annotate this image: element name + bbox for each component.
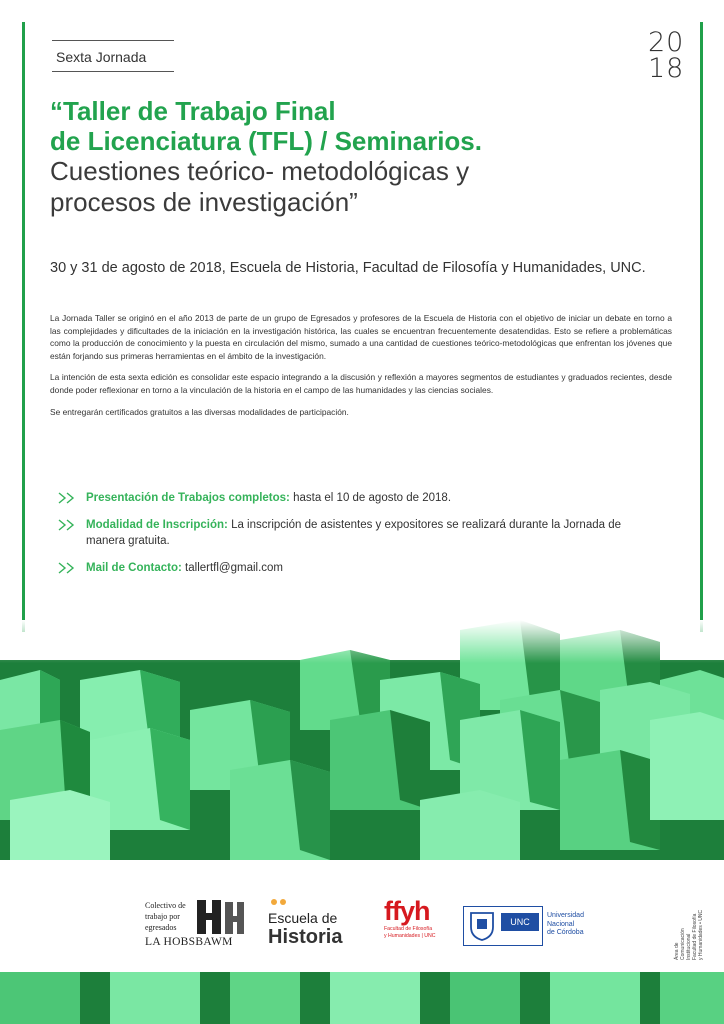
title-line-3: Cuestiones teórico- metodológicas y [50,156,470,186]
unc-logo [463,906,591,946]
escuela-historia-line-1: Escuela de [268,910,338,926]
info-label: Presentación de Trabajos completos: [86,492,290,504]
shield-icon [469,911,495,941]
green-blocks-photo [0,620,724,860]
contact-email-link[interactable]: tallertfl@gmail.com [185,562,283,574]
event-dateline: 30 y 31 de agosto de 2018, Escuela de Historia, Facultad de Filosofía y Humanidades, UNC. [50,260,646,276]
comunicacion-institucional-text [674,888,714,960]
green-blocks-photo-bottom [0,972,724,1024]
kicker-block [52,40,174,72]
hobsbawm-logo [145,898,255,950]
sec-line-2: Comunicación [680,928,686,960]
escuela-historia-line-2: Historia [268,926,343,948]
info-list [58,490,658,587]
year-bottom: 18 [648,53,685,84]
hobsbawm-tagline-line-1: Colectivo de [145,901,186,910]
left-accent-rule [22,22,25,632]
ffyh-wordmark: ffyh [384,896,430,926]
year-top: 20 [648,27,685,58]
sponsor-logos [0,862,724,970]
info-label: Modalidad de Inscripción: [86,519,228,531]
info-item-submission [58,490,658,506]
sec-line-1: Área de [674,942,680,960]
comunicacion-institucional-logo [674,888,714,960]
description-paragraph-2: La intención de esta sexta edición es consolidar este espacio integrando a la discusión y reflexión a mayores segmentos de estudiantes y graduados recientes, desde donde poder reflexionar en torno a la vinculación de la historia en el campo de las humanidades y las ciencias sociales. [50,372,672,395]
hobsbawm-tagline-line-2: trabajo por [145,912,180,921]
hobsbawm-tagline [145,900,186,933]
title-line-2: de Licenciatura (TFL) / Seminarios. [50,126,482,156]
year-mark [648,27,685,84]
kicker-bottom-line [52,71,174,72]
unc-name-line-1: Universidad [547,912,584,919]
ffyh-subtitle-line-2: y Humanidades | UNC [384,932,436,939]
sec-line-4: Facultad de Filosofía [692,913,698,960]
double-chevron-icon [58,562,80,574]
green-blocks-strip [0,972,724,1024]
title-line-4: procesos de investigación” [50,187,358,217]
hobsbawm-name: LA HOBSBAWM [145,936,233,948]
unc-tag: UNC [501,913,539,931]
right-accent-rule [700,22,703,632]
info-label: Mail de Contacto: [86,562,182,574]
description-body [50,312,672,427]
info-text: La inscripción de asistentes y expositores se realizará durante la Jornada de manera gratuita. [86,519,622,547]
title-line-1: “Taller de Trabajo Final [50,96,336,126]
info-item-contact [58,560,658,576]
double-chevron-icon [58,492,80,504]
kicker-label: Sexta Jornada [56,49,147,65]
sec-line-5: y Humanidades • UNC [698,909,704,960]
description-paragraph-1: La Jornada Taller se originó en el año 2013 de parte de un grupo de Egresados y profesores de la Escuela de Historia con el objetivo de iniciar un debate en torno a las complejidades y dificultades de la iniciación en la investigación histórica, las cuales se encuentran frecuentemente desatendidas. Esto se refiere a problemáticas como la producción de conocimiento y la puesta en circulación del mismo, sumado a una cantidad de cuestiones teórico-metodológicas que enfrentan los jóvenes que están forjando sus primeras herramientas en el ámbito de la investigación. [50,313,672,361]
info-item-registration [58,517,658,549]
ffyh-logo [384,898,464,939]
unc-name [547,912,584,938]
green-blocks-illustration [0,620,724,860]
unc-name-line-2: Nacional [547,920,575,928]
info-text: hasta el 10 de agosto de 2018. [293,492,452,504]
ffyh-subtitle [384,926,464,939]
dots-icon [270,898,290,906]
description-paragraph-3: Se entregarán certificados gratuitos a las diversas modalidades de participación. [50,406,349,417]
hobsbawm-tagline-line-3: egresados [145,923,177,932]
double-chevron-icon [58,519,80,531]
ffyh-subtitle-line-1: Facultad de Filosofía [384,926,433,932]
unc-name-line-3: de Córdoba [547,929,584,936]
event-title [50,96,670,218]
hobsbawm-emblem-icon [195,898,247,936]
sec-line-3: Institucional [686,933,692,960]
